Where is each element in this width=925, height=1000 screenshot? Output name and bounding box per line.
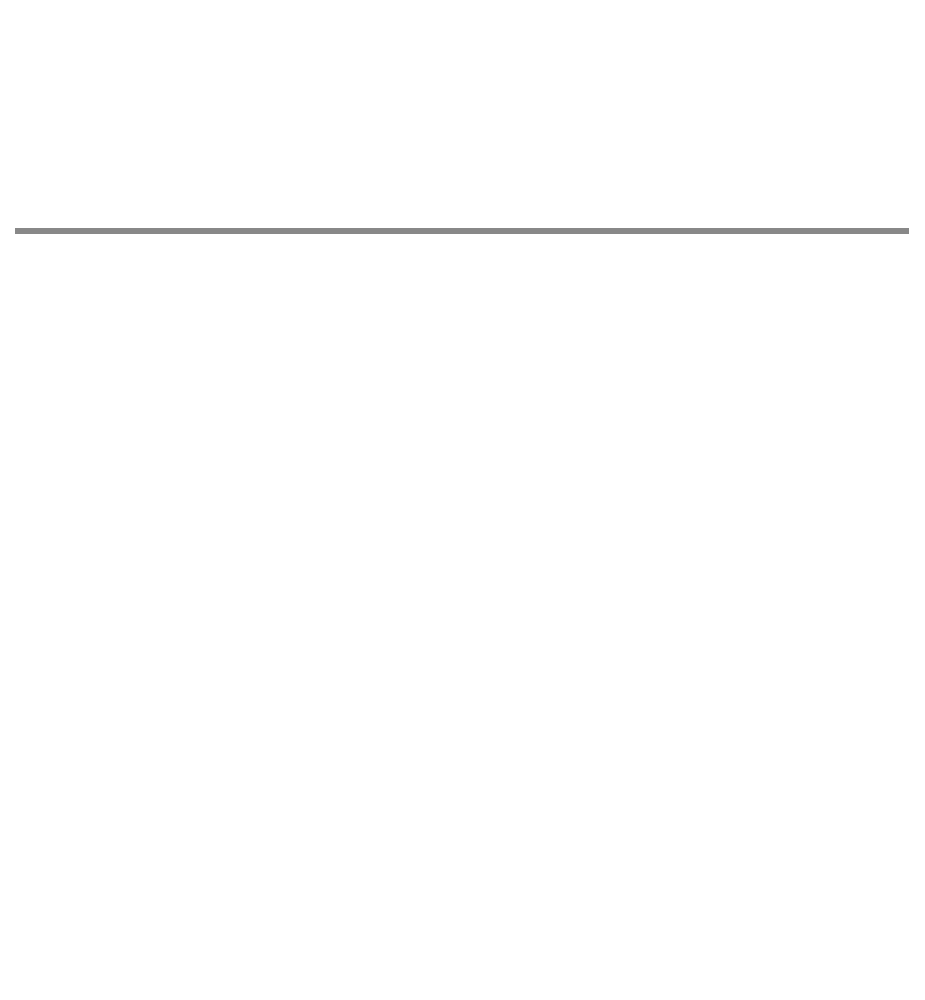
list-item	[16, 794, 909, 834]
list-item	[16, 715, 909, 755]
list-item	[16, 873, 909, 913]
cell-title	[260, 233, 530, 234]
cell-author	[16, 233, 261, 234]
table-row	[16, 233, 909, 234]
cell-style	[707, 233, 909, 234]
answers-list	[16, 715, 909, 952]
artworks-table	[15, 228, 909, 234]
list-item	[16, 755, 909, 795]
cell-genre	[531, 233, 707, 234]
list-item	[16, 913, 909, 953]
list-item	[16, 834, 909, 874]
